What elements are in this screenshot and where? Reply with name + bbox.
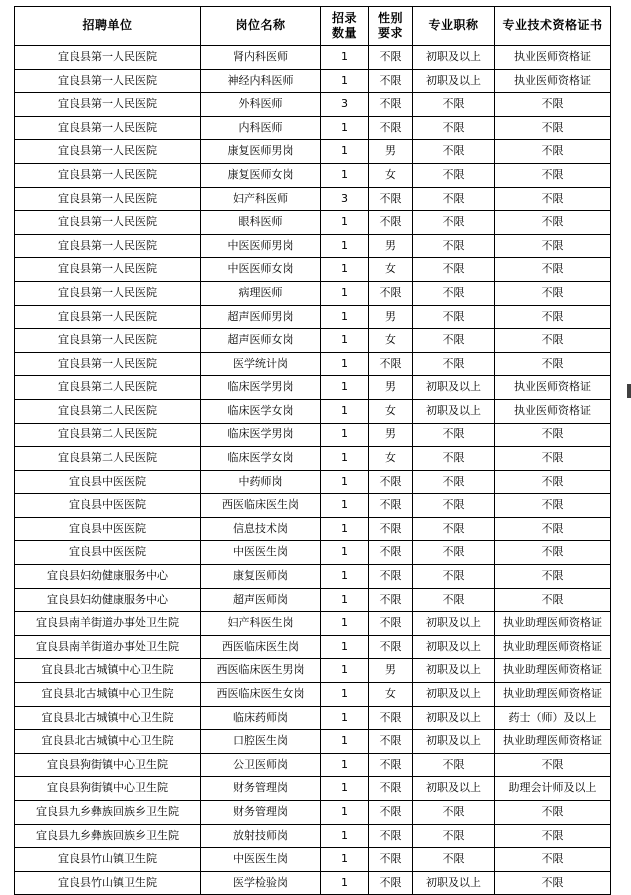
- table-row: [15, 730, 611, 754]
- cell-post: 妇产科医生岗: [201, 612, 321, 636]
- recruitment-table: [14, 6, 611, 895]
- table-row: [15, 258, 611, 282]
- table-row: [15, 565, 611, 589]
- table-row: [15, 871, 611, 895]
- column-header-unit: 招聘单位: [15, 7, 201, 46]
- cell-unit: 宜良县第一人民医院: [15, 187, 201, 211]
- cell-sex: 不限: [369, 848, 413, 872]
- cell-unit: 宜良县第一人民医院: [15, 329, 201, 353]
- cell-certificate: 执业医师资格证: [495, 376, 611, 400]
- cell-title: 不限: [413, 211, 495, 235]
- cell-title: 初职及以上: [413, 612, 495, 636]
- cell-title: 初职及以上: [413, 69, 495, 93]
- cell-number: 1: [321, 801, 369, 825]
- cell-post: 外科医师: [201, 93, 321, 117]
- cell-post: 西医临床医生女岗: [201, 683, 321, 707]
- cell-post: 康复医师男岗: [201, 140, 321, 164]
- cell-sex: 不限: [369, 541, 413, 565]
- cell-number: 1: [321, 423, 369, 447]
- cell-number: 1: [321, 281, 369, 305]
- cell-post: 中医医师男岗: [201, 234, 321, 258]
- cell-title: 不限: [413, 447, 495, 471]
- cell-post: 妇产科医师: [201, 187, 321, 211]
- column-header-number-line1: 招录: [331, 11, 357, 25]
- table-row: [15, 116, 611, 140]
- cell-certificate: 不限: [495, 258, 611, 282]
- cell-title: 初职及以上: [413, 706, 495, 730]
- table-row: [15, 470, 611, 494]
- table-row: [15, 211, 611, 235]
- cell-sex: 不限: [369, 494, 413, 518]
- cell-title: 不限: [413, 423, 495, 447]
- cell-post: 超声医师男岗: [201, 305, 321, 329]
- cell-title: 不限: [413, 753, 495, 777]
- cell-unit: 宜良县第一人民医院: [15, 281, 201, 305]
- cell-certificate: 不限: [495, 352, 611, 376]
- cell-unit: 宜良县第二人民医院: [15, 447, 201, 471]
- cell-title: 不限: [413, 116, 495, 140]
- cell-unit: 宜良县第一人民医院: [15, 258, 201, 282]
- cell-certificate: 执业助理医师资格证: [495, 612, 611, 636]
- cell-number: 1: [321, 352, 369, 376]
- table-row: [15, 494, 611, 518]
- cell-certificate: 不限: [495, 281, 611, 305]
- cell-unit: 宜良县第一人民医院: [15, 140, 201, 164]
- cell-certificate: 不限: [495, 447, 611, 471]
- cell-title: 不限: [413, 140, 495, 164]
- cell-sex: 女: [369, 163, 413, 187]
- cell-sex: 女: [369, 399, 413, 423]
- cell-unit: 宜良县九乡彝族回族乡卫生院: [15, 824, 201, 848]
- cell-unit: 宜良县北古城镇中心卫生院: [15, 683, 201, 707]
- column-header-number-line2: 数量: [331, 26, 357, 40]
- cell-sex: 不限: [369, 635, 413, 659]
- cell-number: 1: [321, 541, 369, 565]
- cell-unit: 宜良县中医医院: [15, 517, 201, 541]
- cell-unit: 宜良县九乡彝族回族乡卫生院: [15, 801, 201, 825]
- cell-number: 1: [321, 588, 369, 612]
- cell-unit: 宜良县中医医院: [15, 541, 201, 565]
- cell-certificate: 不限: [495, 824, 611, 848]
- column-header-post: 岗位名称: [201, 7, 321, 46]
- cell-number: 1: [321, 824, 369, 848]
- cell-title: 不限: [413, 494, 495, 518]
- table-row: [15, 517, 611, 541]
- cell-sex: 男: [369, 376, 413, 400]
- cell-title: 初职及以上: [413, 46, 495, 70]
- cell-unit: 宜良县第一人民医院: [15, 234, 201, 258]
- cell-certificate: 不限: [495, 211, 611, 235]
- cell-certificate: 不限: [495, 140, 611, 164]
- cell-sex: 不限: [369, 801, 413, 825]
- table-row: [15, 140, 611, 164]
- cell-sex: 不限: [369, 612, 413, 636]
- cell-title: 不限: [413, 801, 495, 825]
- cell-number: 1: [321, 211, 369, 235]
- cell-number: 1: [321, 399, 369, 423]
- cell-post: 口腔医生岗: [201, 730, 321, 754]
- cell-certificate: 不限: [495, 116, 611, 140]
- cell-certificate: 不限: [495, 753, 611, 777]
- cell-certificate: 执业助理医师资格证: [495, 635, 611, 659]
- cell-title: 不限: [413, 565, 495, 589]
- table-row: [15, 281, 611, 305]
- cell-unit: 宜良县第一人民医院: [15, 305, 201, 329]
- cell-sex: 不限: [369, 565, 413, 589]
- cell-sex: 不限: [369, 517, 413, 541]
- cell-sex: 不限: [369, 46, 413, 70]
- table-header: [15, 7, 611, 46]
- table-row: [15, 753, 611, 777]
- cell-sex: 男: [369, 305, 413, 329]
- cell-unit: 宜良县狗街镇中心卫生院: [15, 753, 201, 777]
- cell-certificate: 执业助理医师资格证: [495, 659, 611, 683]
- cell-sex: 不限: [369, 777, 413, 801]
- cell-certificate: 执业助理医师资格证: [495, 730, 611, 754]
- cell-number: 1: [321, 46, 369, 70]
- cell-number: 1: [321, 376, 369, 400]
- cell-sex: 男: [369, 659, 413, 683]
- cell-number: 1: [321, 470, 369, 494]
- cell-number: 1: [321, 494, 369, 518]
- cell-title: 不限: [413, 824, 495, 848]
- cell-unit: 宜良县妇幼健康服务中心: [15, 588, 201, 612]
- cell-number: 1: [321, 517, 369, 541]
- cell-number: 3: [321, 93, 369, 117]
- cell-number: 1: [321, 116, 369, 140]
- cell-post: 康复医师女岗: [201, 163, 321, 187]
- cell-unit: 宜良县竹山镇卫生院: [15, 848, 201, 872]
- table-header-row: [15, 7, 611, 46]
- cell-certificate: 不限: [495, 470, 611, 494]
- cell-sex: 不限: [369, 470, 413, 494]
- cell-certificate: 不限: [495, 329, 611, 353]
- cell-number: 1: [321, 706, 369, 730]
- cell-certificate: 执业医师资格证: [495, 69, 611, 93]
- cell-title: 不限: [413, 258, 495, 282]
- table-row: [15, 588, 611, 612]
- cell-sex: 不限: [369, 753, 413, 777]
- table-row: [15, 399, 611, 423]
- cell-certificate: 不限: [495, 541, 611, 565]
- cell-title: 不限: [413, 234, 495, 258]
- table-row: [15, 187, 611, 211]
- cell-post: 医学检验岗: [201, 871, 321, 895]
- cell-title: 不限: [413, 93, 495, 117]
- cell-number: 1: [321, 258, 369, 282]
- table-row: [15, 706, 611, 730]
- table-row: [15, 69, 611, 93]
- cell-certificate: 不限: [495, 423, 611, 447]
- cell-sex: 不限: [369, 730, 413, 754]
- cell-post: 西医临床医生男岗: [201, 659, 321, 683]
- cell-post: 财务管理岗: [201, 801, 321, 825]
- cell-title: 初职及以上: [413, 635, 495, 659]
- cell-number: 1: [321, 140, 369, 164]
- cell-title: 初职及以上: [413, 871, 495, 895]
- cell-number: 1: [321, 848, 369, 872]
- cell-number: 1: [321, 683, 369, 707]
- cell-post: 中医医师女岗: [201, 258, 321, 282]
- table-row: [15, 163, 611, 187]
- column-header-number: [321, 7, 369, 46]
- cell-post: 临床医学男岗: [201, 376, 321, 400]
- cell-title: 不限: [413, 305, 495, 329]
- cell-post: 眼科医师: [201, 211, 321, 235]
- cell-certificate: 执业助理医师资格证: [495, 683, 611, 707]
- cell-title: 不限: [413, 470, 495, 494]
- cell-certificate: 药士（师）及以上: [495, 706, 611, 730]
- cell-certificate: 不限: [495, 565, 611, 589]
- cell-post: 超声医师女岗: [201, 329, 321, 353]
- cell-unit: 宜良县狗街镇中心卫生院: [15, 777, 201, 801]
- cell-sex: 不限: [369, 352, 413, 376]
- cell-number: 1: [321, 777, 369, 801]
- cell-sex: 不限: [369, 281, 413, 305]
- table-row: [15, 376, 611, 400]
- table-row: [15, 659, 611, 683]
- cell-number: 1: [321, 612, 369, 636]
- cell-post: 超声医师岗: [201, 588, 321, 612]
- table-row: [15, 801, 611, 825]
- cell-title: 不限: [413, 187, 495, 211]
- cell-sex: 不限: [369, 187, 413, 211]
- cell-unit: 宜良县南羊街道办事处卫生院: [15, 612, 201, 636]
- cell-number: 3: [321, 187, 369, 211]
- cell-unit: 宜良县第二人民医院: [15, 399, 201, 423]
- cell-number: 1: [321, 871, 369, 895]
- cell-title: 不限: [413, 329, 495, 353]
- cell-number: 1: [321, 635, 369, 659]
- column-header-sex-line1: 性别: [377, 11, 403, 25]
- cell-title: 不限: [413, 163, 495, 187]
- table-row: [15, 46, 611, 70]
- table-row: [15, 329, 611, 353]
- cell-number: 1: [321, 565, 369, 589]
- cell-title: 初职及以上: [413, 730, 495, 754]
- cell-certificate: 不限: [495, 871, 611, 895]
- cell-post: 肾内科医师: [201, 46, 321, 70]
- cell-certificate: 不限: [495, 517, 611, 541]
- cell-sex: 女: [369, 329, 413, 353]
- cell-post: 放射技师岗: [201, 824, 321, 848]
- table-row: [15, 848, 611, 872]
- table-row: [15, 447, 611, 471]
- cell-title: 初职及以上: [413, 683, 495, 707]
- cell-certificate: 助理会计师及以上: [495, 777, 611, 801]
- scan-edge-mark: [627, 384, 631, 398]
- column-header-certificate: 专业技术资格证书: [495, 7, 611, 46]
- cell-sex: 不限: [369, 824, 413, 848]
- cell-title: 不限: [413, 541, 495, 565]
- cell-certificate: 不限: [495, 801, 611, 825]
- cell-number: 1: [321, 329, 369, 353]
- column-header-sex-line2: 要求: [377, 26, 403, 40]
- cell-number: 1: [321, 659, 369, 683]
- table-row: [15, 777, 611, 801]
- cell-number: 1: [321, 305, 369, 329]
- cell-unit: 宜良县第一人民医院: [15, 116, 201, 140]
- cell-sex: 不限: [369, 69, 413, 93]
- cell-certificate: 不限: [495, 234, 611, 258]
- cell-post: 病理医师: [201, 281, 321, 305]
- table-row: [15, 305, 611, 329]
- table-row: [15, 635, 611, 659]
- table-row: [15, 541, 611, 565]
- cell-title: 不限: [413, 281, 495, 305]
- cell-title: 初职及以上: [413, 376, 495, 400]
- cell-post: 财务管理岗: [201, 777, 321, 801]
- cell-unit: 宜良县第一人民医院: [15, 93, 201, 117]
- table-row: [15, 612, 611, 636]
- cell-certificate: 执业医师资格证: [495, 46, 611, 70]
- cell-title: 初职及以上: [413, 777, 495, 801]
- cell-sex: 女: [369, 683, 413, 707]
- cell-sex: 不限: [369, 93, 413, 117]
- cell-sex: 不限: [369, 871, 413, 895]
- cell-post: 临床医学男岗: [201, 423, 321, 447]
- cell-title: 不限: [413, 352, 495, 376]
- cell-unit: 宜良县北古城镇中心卫生院: [15, 659, 201, 683]
- cell-number: 1: [321, 753, 369, 777]
- cell-post: 神经内科医师: [201, 69, 321, 93]
- cell-sex: 不限: [369, 116, 413, 140]
- cell-unit: 宜良县竹山镇卫生院: [15, 871, 201, 895]
- cell-post: 西医临床医生岗: [201, 494, 321, 518]
- table-body: [15, 46, 611, 895]
- cell-post: 公卫医师岗: [201, 753, 321, 777]
- cell-unit: 宜良县中医医院: [15, 470, 201, 494]
- cell-post: 中医医生岗: [201, 848, 321, 872]
- cell-certificate: 不限: [495, 494, 611, 518]
- cell-post: 信息技术岗: [201, 517, 321, 541]
- cell-sex: 男: [369, 234, 413, 258]
- cell-title: 不限: [413, 848, 495, 872]
- cell-sex: 不限: [369, 706, 413, 730]
- cell-certificate: 不限: [495, 163, 611, 187]
- cell-certificate: 执业医师资格证: [495, 399, 611, 423]
- document-page: [0, 6, 631, 889]
- cell-certificate: 不限: [495, 305, 611, 329]
- column-header-sex: [369, 7, 413, 46]
- cell-title: 初职及以上: [413, 399, 495, 423]
- table-row: [15, 352, 611, 376]
- cell-certificate: 不限: [495, 187, 611, 211]
- cell-number: 1: [321, 730, 369, 754]
- cell-sex: 女: [369, 258, 413, 282]
- cell-sex: 男: [369, 140, 413, 164]
- cell-unit: 宜良县中医医院: [15, 494, 201, 518]
- cell-unit: 宜良县南羊街道办事处卫生院: [15, 635, 201, 659]
- cell-post: 医学统计岗: [201, 352, 321, 376]
- cell-sex: 不限: [369, 211, 413, 235]
- cell-post: 康复医师岗: [201, 565, 321, 589]
- cell-post: 临床药师岗: [201, 706, 321, 730]
- cell-unit: 宜良县第二人民医院: [15, 376, 201, 400]
- cell-unit: 宜良县第一人民医院: [15, 69, 201, 93]
- cell-unit: 宜良县妇幼健康服务中心: [15, 565, 201, 589]
- cell-number: 1: [321, 163, 369, 187]
- table-row: [15, 423, 611, 447]
- cell-unit: 宜良县第一人民医院: [15, 163, 201, 187]
- cell-post: 西医临床医生岗: [201, 635, 321, 659]
- cell-number: 1: [321, 69, 369, 93]
- cell-unit: 宜良县第一人民医院: [15, 352, 201, 376]
- cell-certificate: 不限: [495, 93, 611, 117]
- cell-unit: 宜良县第一人民医院: [15, 211, 201, 235]
- cell-certificate: 不限: [495, 588, 611, 612]
- cell-sex: 女: [369, 447, 413, 471]
- cell-unit: 宜良县第一人民医院: [15, 46, 201, 70]
- table-row: [15, 683, 611, 707]
- table-row: [15, 93, 611, 117]
- cell-sex: 男: [369, 423, 413, 447]
- cell-title: 不限: [413, 588, 495, 612]
- cell-post: 临床医学女岗: [201, 399, 321, 423]
- cell-title: 初职及以上: [413, 659, 495, 683]
- table-row: [15, 234, 611, 258]
- table-row: [15, 824, 611, 848]
- cell-certificate: 不限: [495, 848, 611, 872]
- cell-title: 不限: [413, 517, 495, 541]
- cell-sex: 不限: [369, 588, 413, 612]
- cell-unit: 宜良县第二人民医院: [15, 423, 201, 447]
- cell-number: 1: [321, 447, 369, 471]
- cell-post: 中医医生岗: [201, 541, 321, 565]
- column-header-title: 专业职称: [413, 7, 495, 46]
- cell-post: 内科医师: [201, 116, 321, 140]
- cell-post: 中药师岗: [201, 470, 321, 494]
- cell-post: 临床医学女岗: [201, 447, 321, 471]
- cell-unit: 宜良县北古城镇中心卫生院: [15, 706, 201, 730]
- cell-number: 1: [321, 234, 369, 258]
- cell-unit: 宜良县北古城镇中心卫生院: [15, 730, 201, 754]
